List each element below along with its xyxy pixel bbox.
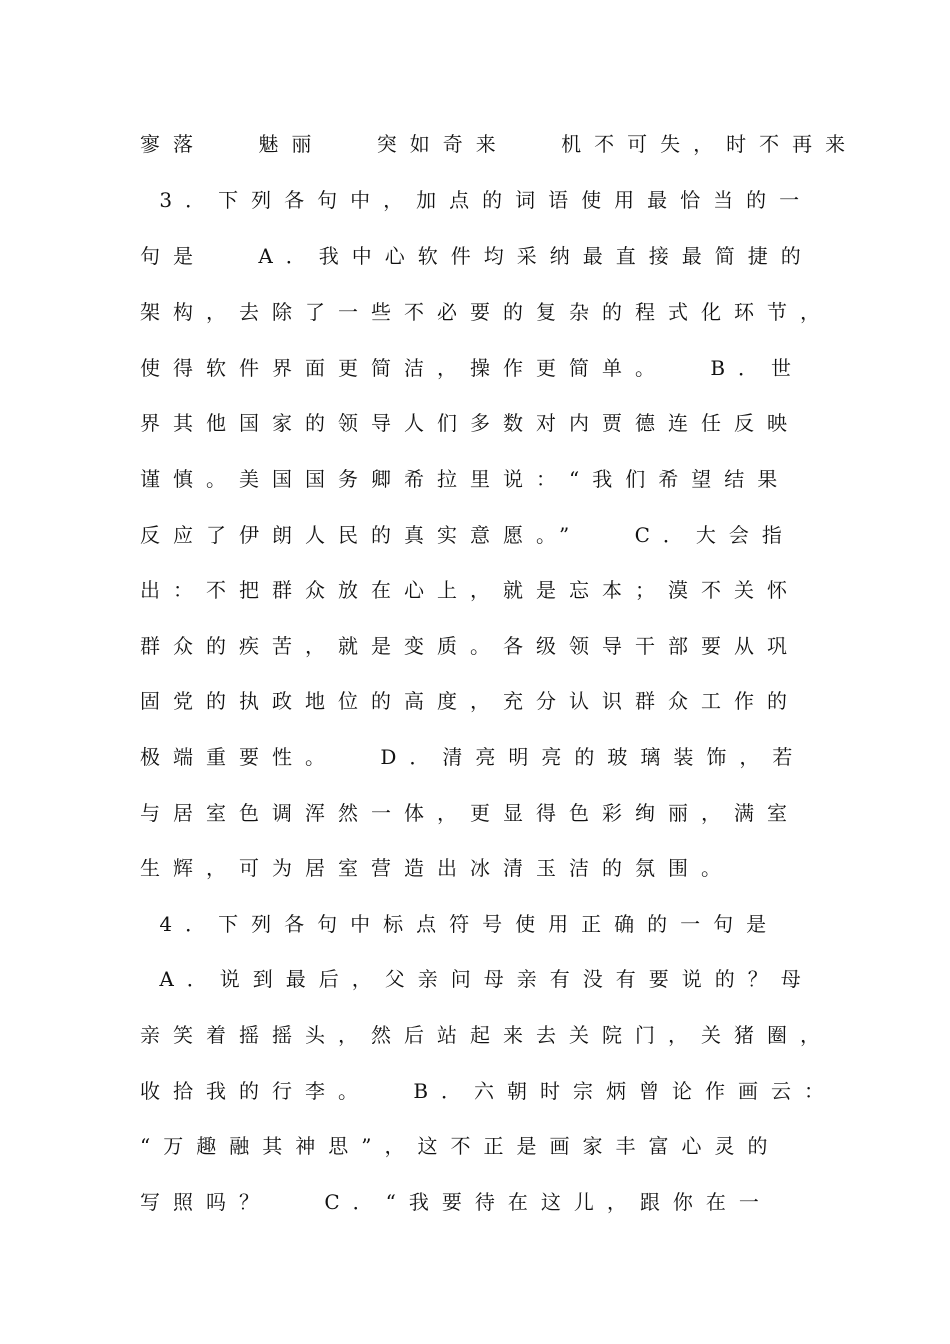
text-line-1: 寥落 魅丽 突如奇来 机不可失，时不再来 (140, 132, 859, 156)
text-line-6: 界其他国家的领导人们多数对内贾德连任反映 (140, 411, 800, 435)
text-line-12: 极端重要性。 D．清亮明亮的玻璃装饰，若 (140, 745, 806, 769)
text-line-14: 生辉，可为居室营造出冰清玉洁的氛围。 (140, 856, 734, 880)
text-line-16: A．说到最后，父亲问母亲有没有要说的？母 (140, 967, 814, 991)
text-line-8: 反应了伊朗人民的真实意愿。” C．大会指 (140, 523, 795, 547)
text-line-10: 群众的疾苦，就是变质。各级领导干部要从巩 (140, 634, 800, 658)
text-line-17: 亲笑着摇摇头，然后站起来去关院门，关猪圈， (140, 1023, 833, 1047)
text-line-3: 句是 A．我中心软件均采纳最直接最简捷的 (140, 244, 814, 268)
text-line-5: 使得软件界面更简洁，操作更简单。 B．世 (140, 356, 805, 380)
text-line-13: 与居室色调浑然一体，更显得色彩绚丽，满室 (140, 801, 800, 825)
text-line-18: 收拾我的行李。 B．六朝时宗炳曾论作画云： (140, 1079, 838, 1103)
text-line-4: 架构，去除了一些不必要的复杂的程式化环节， (140, 300, 833, 324)
text-line-19: “万趣融其神思”，这不正是画家丰富心灵的 (140, 1134, 781, 1158)
text-line-2: 3．下列各句中，加点的词语使用最恰当的一 (140, 188, 813, 212)
text-line-9: 出：不把群众放在心上，就是忘本；漠不关怀 (140, 578, 800, 602)
text-line-11: 固党的执政地位的高度，充分认识群众工作的 (140, 689, 800, 713)
text-line-20: 写照吗？ C．“我要待在这儿，跟你在一 (140, 1190, 772, 1214)
text-line-15: 4．下列各句中标点符号使用正确的一句是 (140, 912, 780, 936)
text-line-7: 谨慎。美国国务卿希拉里说：“我们希望结果 (140, 467, 791, 491)
